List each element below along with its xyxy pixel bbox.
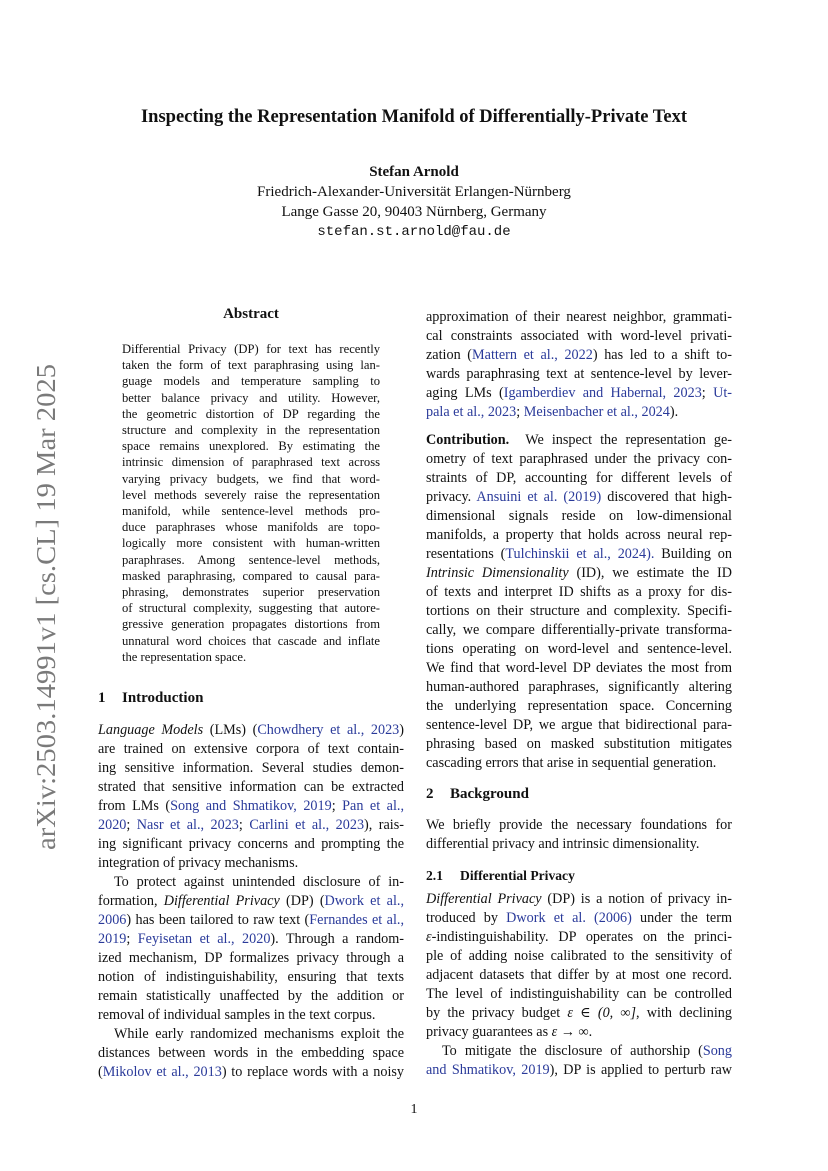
subsection-title: Differential Privacy [460,868,575,883]
citation-link[interactable]: 2020 [98,817,127,833]
citation-link[interactable]: and Shmatikov, 2019 [426,1062,550,1078]
abstract-line: of structural complexity, suggesting that autore- [122,601,380,616]
arxiv-stamp [22,362,66,852]
citation-link[interactable]: Dwork et al. (2006) [506,910,632,926]
citation-link[interactable]: Ansuini et al. (2019) [476,489,602,505]
section-title: Background [450,786,529,802]
abstract-line: the geometric distortion of DP regarding the [122,406,380,421]
citation-link[interactable]: Meisenbacher et al., 2024 [523,404,670,420]
paper-title: Inspecting the Representation Manifold of Differentially-Private Text [140,107,688,127]
section-number: 2 [426,786,434,802]
dp-paragraph: Differential Privacy (DP) is a notion of privacy in- troduced by Dwork et al. (2006) under the term ε-indistinguishability. DP operates on the princi- ple of adding noise calibrated to the sensitivity of adjacent datasets that differ by at most one record. The level of indistinguishability can be controlled by the privacy budget ε ∈ (0, ∞], with declining privacy guarantees as ε → ∞. To mitigate the disclosure of authorship (Song and Shmatikov, 2019), DP is applied to perturb raw [426,891,733,1078]
subsection-heading-differential-privacy [426,866,575,885]
background-paragraph: We briefly provide the necessary foundations for differential privacy and intrinsic dimensionality. [426,817,732,852]
abstract-line: the representation space. [122,649,247,664]
citation-link[interactable]: Mattern et al., 2022 [472,347,593,363]
abstract-line: guage models and temperature sampling to [122,374,380,389]
section-title: Introduction [122,690,204,706]
abstract-line: varying privacy budgets, we find that word- [122,471,380,486]
author-email[interactable]: stefan.st.arnold@fau.de [317,224,511,240]
abstract-line: structure and complexity in the representation [122,423,380,438]
abstract-line: masked paraphrasing, compared to causal para- [122,568,380,583]
intro-continuation: approximation of their nearest neighbor, grammati- cal constraints associated with word-level privati- zation (Mattern et al., 2022) has led to a shift to- wards paraphrasing text at sentence-level by lever- aging LMs (Igamberdiev and Habernal, 2023; Ut- pala et al., 2023; Meisenbacher et al., 2024). [426,309,733,420]
abstract-line: taken the form of text paraphrasing using lan- [122,358,380,373]
abstract-heading: Abstract [223,306,279,322]
abstract-line: level methods severely raise the representation [122,487,380,502]
abstract-line: paraphrases. Among sentence-level methods, [122,552,380,567]
section-heading-introduction [98,690,203,707]
abstract-line: duce paraphrases whose manifolds are topo- [122,520,380,535]
contribution-label: Contribution. [426,432,510,448]
citation-link[interactable]: Song [702,1043,732,1059]
citation-link[interactable]: Nasr et al., 2023 [136,817,239,833]
citation-link[interactable]: 2019 [98,931,127,947]
citation-link[interactable]: pala et al., 2023 [426,404,517,420]
citation-link[interactable]: Tulchinskii et al., 2024). [505,546,655,562]
citation-link[interactable]: Pan et al., [342,798,404,814]
intro-paragraph-2: To protect against unintended disclosure of in- formation, Differential Privacy (DP) (Dwork et al., 2006) has been tailored to raw text (Fernandes et al., 2019; Feyisetan et al., 2020). Through a random- ized mechanism, DP formalizes privacy through a notion of indistinguishability, ensuring that texts remain statistically unaffected by the addition or removal of individual samples in the text corpus. [98,874,404,1023]
abstract-line: manifold, while sentence-level methods pro- [122,504,380,519]
author-affiliation: Friedrich-Alexander-Universität Erlangen-Nürnberg [257,184,571,200]
citation-link[interactable]: Dwork et al., [324,893,404,909]
subsection-number: 2.1 [426,868,443,883]
citation-link[interactable]: Mikolov et al., 2013 [102,1064,222,1080]
citation-link[interactable]: Feyisetan et al., 2020 [137,931,271,947]
abstract-line: unnatural word choices that cascade and inflate [122,633,380,648]
section-number: 1 [98,690,106,706]
citation-link[interactable]: Song and Shmatikov, 2019 [170,798,332,814]
contribution-paragraph: Contribution. We inspect the representation ge- ometry of text paraphrased under the privacy con- straints of DP, accounting for different levels of privacy. Ansuini et al. (2019) discovered that high- dimensional signals reside on low-dimensional manifolds, a property that holds across neural rep- resentations (Tulchinskii et al., 2024). Building on Intrinsic Dimensionality (ID), we estimate the ID of texts and interpret ID shifts as a proxy for dis- tortions on their structure and complexity. Specifi- cally, we compare differentially-private transforma- tions operating on word-level and sentence-level. We find that word-level DP deviates the most from human-authored paraphrases, significantly altering the underlying representation space. Concerning sentence-level DP, we argue that bidirectional para- phrasing based on masked substitution mitigates cascading errors that arise in sequential generation. [426,432,732,771]
citation-link[interactable]: Carlini et al., 2023 [249,817,365,833]
author-name: Stefan Arnold [369,164,459,180]
abstract-body [122,341,380,665]
abstract-line: better balance privacy and utility. However, [122,390,380,405]
intro-paragraph-1: Language Models (LMs) (Chowdhery et al., 2023) are trained on extensive corpora of text contain- ing sensitive information. Several studies demon- strated that sensitive information can be extracted from LMs (Song and Shmatikov, 2019; Pan et al., 2020; Nasr et al., 2023; Carlini et al., 2023), rais- ing significant privacy concerns and prompting the integration of privacy mechanisms. [98,722,404,871]
author-address: Lange Gasse 20, 90403 Nürnberg, Germany [281,204,547,220]
citation-link[interactable]: Igamberdiev and Habernal, 2023 [503,385,702,401]
abstract-line: logically more consistent with human-written [122,536,380,551]
abstract-line: space remains unexplored. By estimating the [122,439,380,454]
citation-link[interactable]: Fernandes et al., [309,912,404,928]
abstract-line: gressive generation propagates distortions from [122,617,380,632]
abstract-line: phrasing, demonstrates superior preservation [122,585,380,600]
abstract-line: intrinsic dimension of paraphrased text across [122,455,380,470]
citation-link[interactable]: Chowdhery et al., 2023 [257,722,400,738]
section-heading-background [426,785,529,804]
abstract-line: Differential Privacy (DP) for text has recently [122,342,380,356]
citation-link[interactable]: Ut- [713,385,732,401]
arxiv-stamp-text: arXiv:2503.14991v1 [cs.CL] 19 Mar 2025 [31,391,61,850]
page-number: 1 [410,1102,418,1117]
intro-paragraph-3: While early randomized mechanisms exploit the distances between words in the embedding space (Mikolov et al., 2013) to replace words with a noisy [98,1026,405,1080]
citation-link[interactable]: 2006 [98,912,127,928]
